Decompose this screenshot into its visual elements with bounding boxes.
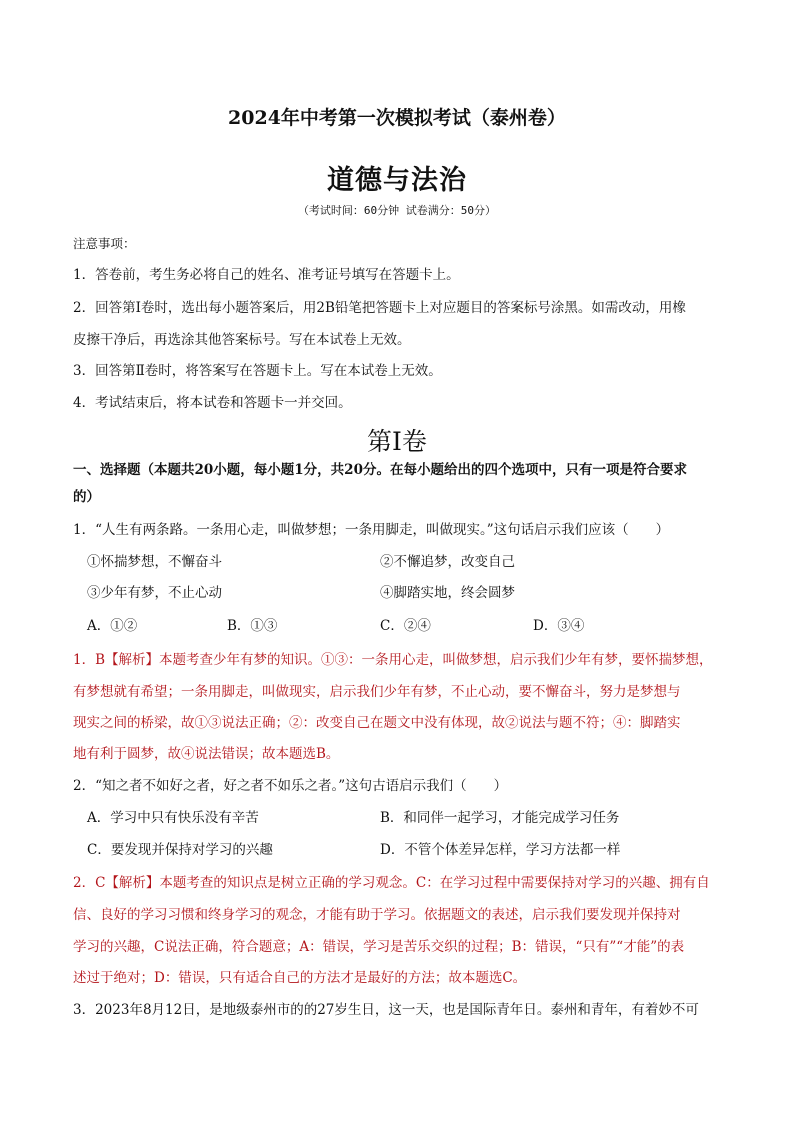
question-stem: 1．“人生有两条路。一条用心走，叫做梦想；一条用脚走，叫做现实。”这句话启示我们应该（ ）	[73, 522, 670, 538]
choice: B．①③	[227, 618, 278, 634]
answer-analysis: 信、良好的学习习惯和终身学习的观念，才能有助于学习。依据题文的表述，启示我们要发现并保持对	[73, 907, 681, 923]
choice: A．学习中只有快乐没有辛苦	[87, 810, 259, 826]
section-title: 第Ⅰ卷	[367, 427, 427, 456]
answer-analysis: 2．C【解析】本题考查的知识点是树立正确的学习观念。C：在学习过程中需要保持对学习的兴趣、拥有自	[73, 875, 710, 891]
notice-item: 3．回答第Ⅱ卷时，将答案写在答题卡上。写在本试卷上无效。	[73, 363, 442, 379]
answer-analysis: 1．B【解析】本题考查少年有梦的知识。①③：一条用心走，叫做梦想，启示我们少年有梦，要怀揣梦想，	[73, 652, 713, 668]
choice: C．②④	[380, 618, 431, 634]
statement: ④脚踏实地，终会圆梦	[380, 585, 515, 601]
notice-item: 皮擦干净后，再选涂其他答案标号。写在本试卷上无效。	[73, 332, 411, 348]
answer-analysis: 述过于绝对；D：错误，只有适合自己的方法才是最好的方法；故本题选C。	[73, 970, 527, 986]
choice: C．要发现并保持对学习的兴趣	[87, 842, 273, 858]
subject-title: 道德与法治	[327, 165, 467, 196]
choice: A．①②	[87, 618, 138, 634]
answer-analysis: 地有利于圆梦，故④说法错误；故本题选B。	[73, 746, 340, 762]
statement: ③少年有梦，不止心动	[87, 585, 222, 601]
notice-item: 4．考试结束后，将本试卷和答题卡一并交回。	[73, 395, 352, 411]
choice: D．③④	[533, 618, 585, 634]
notice-item: 1．答卷前，考生务必将自己的姓名、准考证号填写在答题卡上。	[73, 267, 460, 283]
notice-item: 2．回答第Ⅰ卷时，选出每小题答案后，用2B铅笔把答题卡上对应题目的答案标号涂黑。如需改动，用橡	[73, 300, 686, 316]
statement: ①怀揣梦想，不懈奋斗	[87, 554, 222, 570]
answer-analysis: 现实之间的桥梁，故①③说法正确；②：改变自己在题文中没有体现，故②说法与题不符；④：脚踏实	[73, 715, 681, 731]
answer-analysis: 学习的兴趣，C说法正确，符合题意；A：错误，学习是苦乐交织的过程；B：错误，“只有”“才能”的表	[73, 939, 685, 955]
choice: B．和同伴一起学习，才能完成学习任务	[380, 810, 620, 826]
choice: D．不管个体差异怎样，学习方法都一样	[380, 842, 621, 858]
section-instruction: 一、选择题（本题共20小题，每小题1分，共20分。在每小题给出的四个选项中，只有一项是符合要求	[73, 462, 687, 478]
statement: ②不懈追梦，改变自己	[380, 554, 515, 570]
answer-analysis: 有梦想就有希望；一条用脚走，叫做现实，启示我们少年有梦，不止心动，要不懈奋斗，努力是梦想与	[73, 684, 681, 700]
question-stem: 3．2023年8月12日，是地级泰州市的的27岁生日，这一天，也是国际青年日。泰州和青年，有着妙不可	[73, 1002, 699, 1018]
exam-info: （考试时间：60分钟 试卷满分：50分）	[297, 204, 497, 217]
section-instruction: 的）	[73, 489, 100, 505]
exam-title: 2024年中考第一次模拟考试（泰州卷）	[228, 107, 566, 129]
notice-heading: 注意事项：	[73, 236, 136, 251]
question-stem: 2．“知之者不如好之者，好之者不如乐之者。”这句古语启示我们（ ）	[73, 778, 508, 794]
